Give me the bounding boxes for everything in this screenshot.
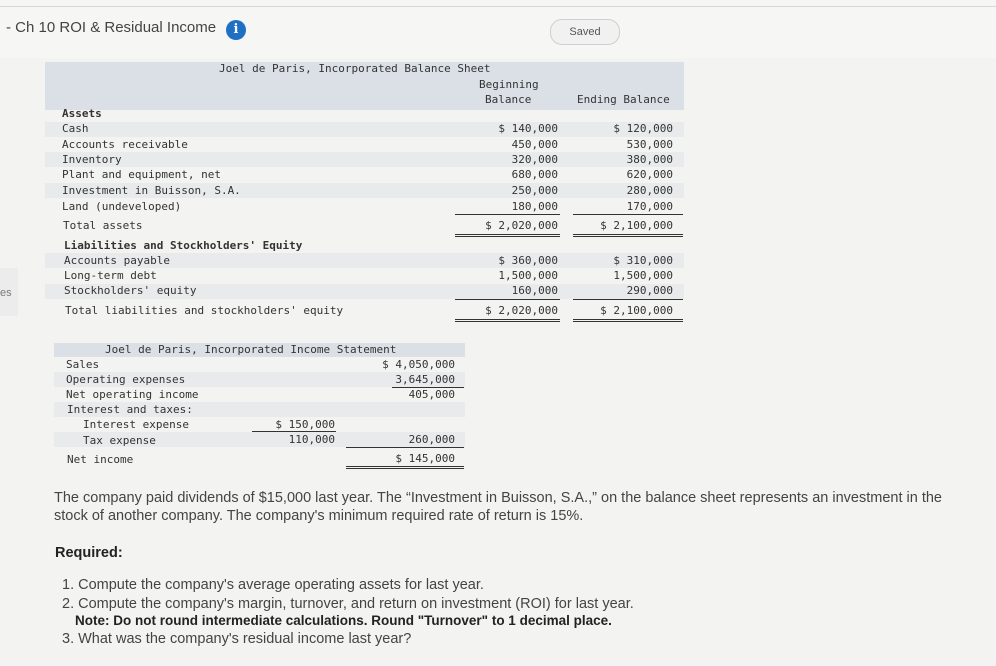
info-icon[interactable]: i	[226, 20, 246, 40]
required-heading: Required:	[55, 545, 123, 561]
total-assets-begin: $ 2,020,000	[485, 219, 558, 232]
table-cell-begin: $ 140,000	[498, 122, 558, 135]
operating-expenses-value: 3,645,000	[395, 373, 455, 386]
rounding-note: Note: Do not round intermediate calculations. Round "Turnover" to 1 decimal place.	[75, 613, 612, 628]
operating-expenses-label: Operating expenses	[66, 373, 186, 386]
total-rule	[455, 319, 560, 320]
ending-balance-header: Ending Balance	[577, 93, 670, 106]
table-cell-end: 290,000	[626, 284, 673, 297]
total-rule	[573, 321, 683, 322]
table-cell-begin: 320,000	[511, 153, 558, 166]
total-rule	[573, 319, 683, 320]
side-panel-label: es	[0, 287, 12, 299]
tax-expense-label: Tax expense	[83, 434, 156, 447]
interest-expense-label: Interest expense	[83, 418, 189, 431]
table-row-label: Investment in Buisson, S.A.	[62, 184, 241, 197]
total-assets-label: Total assets	[63, 219, 143, 232]
assets-heading: Assets	[62, 107, 102, 120]
table-row-label: Cash	[62, 122, 89, 135]
table-cell-begin: 250,000	[511, 184, 558, 197]
table-row-label: Plant and equipment, net	[62, 168, 221, 181]
liabilities-heading: Liabilities and Stockholders' Equity	[64, 239, 303, 252]
subtotal-rule	[573, 214, 683, 215]
table-cell-begin: 180,000	[511, 200, 558, 213]
table-cell-end: $ 120,000	[613, 122, 673, 135]
interest-and-taxes-total: 260,000	[408, 433, 455, 446]
question-3: 3. What was the company's residual income last year?	[62, 631, 412, 647]
total-liabilities-end: $ 2,100,000	[600, 304, 673, 317]
table-cell-end: 530,000	[626, 138, 673, 151]
net-operating-income-label: Net operating income	[66, 388, 199, 401]
subtotal-rule	[455, 214, 560, 215]
table-cell-end: 620,000	[626, 168, 673, 181]
total-rule	[573, 236, 683, 237]
question-1: 1. Compute the company's average operating assets for last year.	[62, 577, 484, 593]
total-assets-end: $ 2,100,000	[600, 219, 673, 232]
sales-value: $ 4,050,000	[382, 358, 455, 371]
total-liabilities-begin: $ 2,020,000	[485, 304, 558, 317]
table-row-label: Land (undeveloped)	[62, 200, 182, 213]
interest-expense-value: $ 150,000	[275, 418, 335, 431]
tax-expense-value: 110,000	[288, 433, 335, 446]
beginning-balance-header-2: Balance	[485, 93, 532, 106]
total-rule	[455, 321, 560, 322]
subtotal-rule	[455, 299, 560, 300]
table-row-label: Accounts receivable	[62, 138, 188, 151]
question-2: 2. Compute the company's margin, turnover, and return on investment (ROI) for last year.	[62, 596, 634, 612]
table-row-label: Stockholders' equity	[64, 284, 197, 297]
table-cell-end: 1,500,000	[613, 269, 673, 282]
table-cell-begin: 160,000	[511, 284, 558, 297]
net-operating-income-value: 405,000	[408, 388, 455, 401]
sales-label: Sales	[66, 358, 100, 371]
income-statement-title: Joel de Paris, Incorporated Income Statement	[105, 343, 397, 356]
total-rule	[346, 466, 464, 467]
total-rule	[455, 236, 560, 237]
saved-status-badge: Saved	[550, 19, 620, 45]
top-divider	[0, 6, 996, 7]
page-title: - Ch 10 ROI & Residual Income	[6, 19, 217, 36]
table-row-label: Accounts payable	[64, 254, 170, 267]
subtotal-rule	[346, 447, 464, 448]
net-income-label: Net income	[67, 453, 134, 466]
table-row-label: Long-term debt	[64, 269, 157, 282]
total-rule	[573, 234, 683, 235]
total-liabilities-label: Total liabilities and stockholders' equity	[65, 304, 344, 317]
subtotal-rule	[252, 431, 336, 432]
total-rule	[455, 234, 560, 235]
table-cell-begin: $ 360,000	[498, 254, 558, 267]
table-row-label: Inventory	[62, 153, 122, 166]
table-cell-end: $ 310,000	[613, 254, 673, 267]
table-cell-begin: 1,500,000	[498, 269, 558, 282]
net-income-value: $ 145,000	[395, 452, 455, 465]
table-cell-end: 280,000	[626, 184, 673, 197]
total-rule	[346, 468, 464, 469]
interest-and-taxes-label: Interest and taxes:	[67, 403, 193, 416]
problem-paragraph: The company paid dividends of $15,000 last year. The “Investment in Buisson, S.A.,” on the balance sheet represents an investment in the stock of another company. The company's minimum required rate of return is 15%.	[54, 490, 942, 524]
beginning-balance-header-1: Beginning	[479, 78, 539, 91]
subtotal-rule	[573, 299, 683, 300]
table-cell-end: 170,000	[626, 200, 673, 213]
table-cell-begin: 450,000	[511, 138, 558, 151]
table-cell-begin: 680,000	[511, 168, 558, 181]
balance-sheet-title: Joel de Paris, Incorporated Balance Sheet	[219, 62, 491, 75]
table-cell-end: 380,000	[626, 153, 673, 166]
